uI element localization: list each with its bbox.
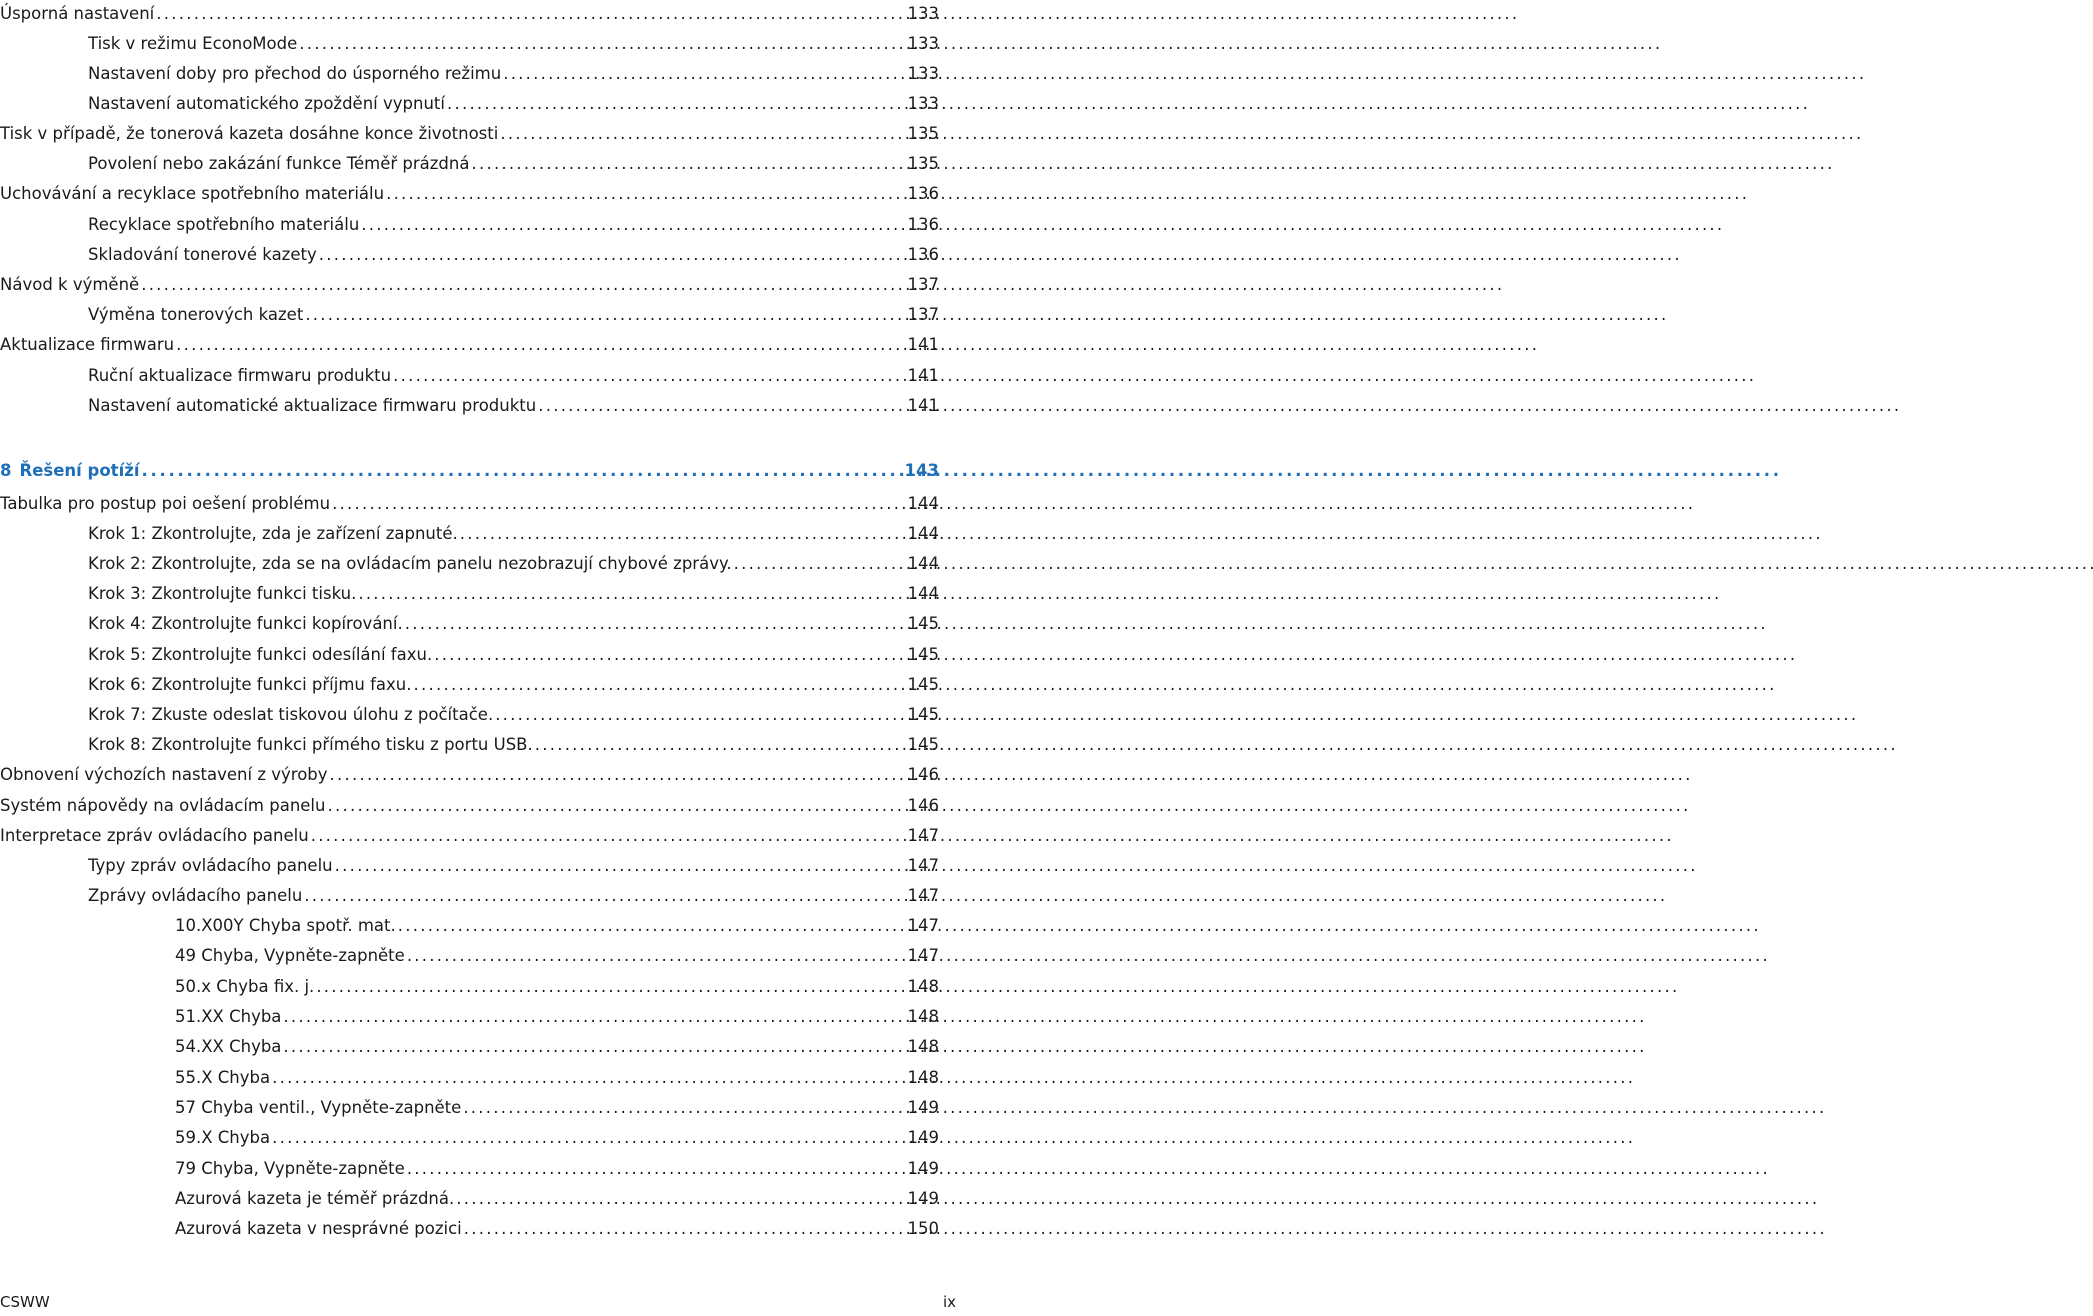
toc-entry[interactable] — [175, 914, 939, 938]
toc-entry-title: 49 Chyba, Vypněte-zapněte — [175, 946, 405, 965]
toc-page-number: 147 — [907, 946, 939, 965]
toc-entry[interactable] — [88, 243, 939, 267]
toc-page-number: 133 — [907, 4, 939, 23]
toc-dot-leader — [142, 459, 899, 483]
toc-chapter-entry[interactable] — [0, 459, 939, 483]
toc-page-number: 141 — [907, 366, 939, 385]
toc-dot-leader — [358, 582, 901, 606]
toc-page-number: 145 — [907, 645, 939, 664]
toc-entry-title: 55.X Chyba — [175, 1068, 271, 1087]
toc-entry-title: Krok 6: Zkontrolujte funkci příjmu faxu. — [88, 675, 412, 694]
toc-entry-title: Krok 5: Zkontrolujte funkci odesílání faxu. — [88, 645, 433, 664]
toc-dot-leader — [332, 492, 901, 516]
toc-dot-leader — [734, 552, 902, 576]
toc-entry-title: Aktualizace firmwaru — [0, 335, 175, 354]
toc-dot-leader — [434, 643, 901, 667]
toc-dot-leader — [316, 975, 901, 999]
toc-dot-leader — [319, 243, 902, 267]
toc-page-number: 149 — [907, 1098, 939, 1117]
toc-dot-leader — [141, 273, 901, 297]
toc-page-number: 137 — [907, 275, 939, 294]
toc-dot-leader — [327, 794, 901, 818]
toc-page-number: 146 — [907, 796, 939, 815]
toc-entry[interactable] — [0, 333, 939, 357]
toc-dot-leader — [330, 763, 902, 787]
toc-dot-leader — [386, 182, 901, 206]
toc-page-number: 136 — [907, 245, 939, 264]
toc-dot-leader — [464, 1217, 902, 1241]
toc-page-number: 147 — [907, 856, 939, 875]
toc-entry-title: Řešení potíží — [19, 461, 140, 480]
toc-entry-title: Krok 8: Zkontrolujte funkci přímého tisku z portu USB. — [88, 735, 533, 754]
toc-entry-title: Azurová kazeta v nesprávné pozici — [175, 1219, 462, 1238]
toc-entry-title: 50.x Chyba fix. j. — [175, 977, 315, 996]
toc-dot-leader — [283, 1035, 901, 1059]
toc-entry[interactable] — [88, 703, 939, 727]
toc-entry-title: 51.XX Chyba — [175, 1007, 282, 1026]
toc-entry[interactable] — [88, 884, 939, 908]
toc-dot-leader — [407, 1157, 902, 1181]
toc-entry-title: Tisk v případě, že tonerová kazeta dosáhne konce životnosti — [0, 124, 499, 143]
toc-page-number: 133 — [907, 34, 939, 53]
toc-dot-leader — [414, 673, 902, 697]
toc-entry-title: Krok 4: Zkontrolujte funkci kopírování. — [88, 614, 403, 633]
toc-entry[interactable] — [88, 612, 939, 636]
toc-entry-title: 59.X Chyba — [175, 1128, 271, 1147]
toc-dot-leader — [495, 703, 901, 727]
toc-entry-title: Nastavení doby pro přechod do úsporného režimu — [88, 64, 502, 83]
toc-page-number: 148 — [907, 1068, 939, 1087]
toc-page-number: 135 — [907, 124, 939, 143]
toc-entry[interactable] — [88, 32, 939, 56]
toc-entry-title: Azurová kazeta je téměř prázdná. — [175, 1189, 455, 1208]
toc-entry-title: Krok 1: Zkontrolujte, zda je zařízení zapnuté. — [88, 524, 458, 543]
toc-page-number: 145 — [907, 735, 939, 754]
toc-dot-leader — [176, 333, 901, 357]
toc-page-number: 144 — [907, 524, 939, 543]
toc-entry-title: Skladování tonerové kazety — [88, 245, 317, 264]
toc-entry[interactable] — [88, 394, 939, 418]
toc-entry[interactable] — [88, 92, 939, 116]
toc-entry[interactable] — [0, 492, 939, 516]
toc-entry[interactable] — [0, 794, 939, 818]
toc-dot-leader — [272, 1066, 901, 1090]
toc-dot-leader — [538, 394, 901, 418]
toc-entry[interactable] — [175, 1157, 939, 1181]
toc-chapter-number: 8 — [0, 461, 12, 480]
toc-dot-leader — [335, 854, 902, 878]
toc-dot-leader — [503, 62, 901, 86]
toc-entry-title: 57 Chyba ventil., Vypněte-zapněte — [175, 1098, 462, 1117]
toc-entry[interactable] — [0, 2, 939, 26]
toc-entry[interactable] — [175, 1217, 939, 1241]
toc-entry[interactable] — [175, 944, 939, 968]
toc-page-number: 133 — [907, 64, 939, 83]
toc-entry-title: Výměna tonerových kazet — [88, 305, 304, 324]
toc-entry[interactable] — [175, 1187, 939, 1211]
toc-dot-leader — [272, 1126, 901, 1150]
toc-dot-leader — [398, 914, 902, 938]
toc-page-number: 148 — [907, 977, 939, 996]
toc-dot-leader — [311, 824, 902, 848]
toc-entry-title: Uchovávání a recyklace spotřebního materiálu — [0, 184, 385, 203]
toc-entry-title: Obnovení výchozích nastavení z výroby — [0, 765, 328, 784]
toc-page-number: 147 — [907, 886, 939, 905]
toc-entry-title: Krok 3: Zkontrolujte funkci tisku. — [88, 584, 357, 603]
toc-entry-title: 54.XX Chyba — [175, 1037, 282, 1056]
toc-entry[interactable] — [0, 122, 939, 146]
toc-dot-leader — [500, 122, 901, 146]
toc-entry-title: Interpretace zpráv ovládacího panelu — [0, 826, 309, 845]
toc-entry[interactable] — [175, 1066, 939, 1090]
toc-entry[interactable] — [88, 364, 939, 388]
toc-entry-title: Ruční aktualizace firmwaru produktu — [88, 366, 392, 385]
toc-entry-title: Krok 2: Zkontrolujte, zda se na ovládacím panelu nezobrazují chybové zprávy. — [88, 554, 732, 573]
toc-dot-leader — [456, 1187, 901, 1211]
toc-entry[interactable] — [88, 673, 939, 697]
toc-page-number: 133 — [907, 94, 939, 113]
toc-entry-title: Nastavení automatického zpoždění vypnutí — [88, 94, 445, 113]
toc-entry-title: Recyklace spotřebního materiálu — [88, 215, 360, 234]
toc-page-number: 149 — [907, 1189, 939, 1208]
toc-entry[interactable] — [175, 1096, 939, 1120]
toc-entry[interactable] — [88, 552, 939, 576]
toc-page-number: 144 — [907, 554, 939, 573]
toc-dot-leader — [305, 303, 901, 327]
toc-page-number: 135 — [907, 154, 939, 173]
toc-page-number: 143 — [904, 461, 939, 480]
toc-dot-leader — [535, 733, 902, 757]
toc-entry-title: Návod k výměně — [0, 275, 140, 294]
toc-entry-title: Tabulka pro postup poi oešení problému — [0, 494, 331, 513]
toc-page-number: 148 — [907, 1037, 939, 1056]
toc-dot-leader — [463, 1096, 901, 1120]
toc-dot-leader — [283, 1005, 901, 1029]
toc-dot-leader — [460, 522, 902, 546]
toc-page-number: 145 — [907, 675, 939, 694]
footer-page-number: ix — [942, 1293, 956, 1311]
toc-dot-leader — [407, 944, 902, 968]
toc-dot-leader — [471, 152, 901, 176]
toc-entry-title: Nastavení automatické aktualizace firmwaru produktu — [88, 396, 537, 415]
toc-dot-leader — [405, 612, 902, 636]
toc-entry[interactable] — [175, 1005, 939, 1029]
toc-page-number: 148 — [907, 1007, 939, 1026]
toc-dot-leader — [447, 92, 902, 116]
toc-entry-title: Tisk v režimu EconoMode — [88, 34, 298, 53]
toc-entry-title: 10.X00Y Chyba spotř. mat. — [175, 916, 396, 935]
toc-entry[interactable] — [0, 182, 939, 206]
toc-entry-title: Typy zpráv ovládacího panelu — [88, 856, 333, 875]
toc-entry-title: Krok 7: Zkuste odeslat tiskovou úlohu z počítače. — [88, 705, 494, 724]
toc-page-number: 147 — [907, 826, 939, 845]
toc-entry[interactable] — [88, 854, 939, 878]
toc-entry[interactable] — [0, 824, 939, 848]
toc-entry[interactable] — [88, 62, 939, 86]
toc-entry[interactable] — [88, 643, 939, 667]
toc-page-number: 136 — [907, 215, 939, 234]
toc-entry[interactable] — [175, 1126, 939, 1150]
toc-dot-leader — [304, 884, 901, 908]
footer-document-code: CSWW — [0, 1293, 50, 1311]
toc-entry[interactable] — [88, 152, 939, 176]
toc-entry[interactable] — [0, 273, 939, 297]
toc-page-number: 145 — [907, 614, 939, 633]
toc-dot-leader — [393, 364, 901, 388]
toc-page-number: 145 — [907, 705, 939, 724]
toc-page-number: 147 — [907, 916, 939, 935]
toc-dot-leader — [361, 213, 901, 237]
toc-entry[interactable] — [175, 975, 939, 999]
toc-entry-title: 79 Chyba, Vypněte-zapněte — [175, 1159, 405, 1178]
toc-dot-leader — [299, 32, 901, 56]
toc-entry[interactable] — [88, 582, 939, 606]
toc-entry-title: Povolení nebo zakázání funkce Téměř prázdná — [88, 154, 470, 173]
toc-dot-leader — [156, 2, 901, 26]
toc-entry[interactable] — [88, 213, 939, 237]
toc-page-number: 141 — [907, 396, 939, 415]
toc-entry-title: Zprávy ovládacího panelu — [88, 886, 303, 905]
toc-entry[interactable] — [88, 522, 939, 546]
toc-page-number: 149 — [907, 1159, 939, 1178]
toc-page-number: 137 — [907, 305, 939, 324]
toc-page-number: 144 — [907, 494, 939, 513]
toc-page-number: 149 — [907, 1128, 939, 1147]
toc-entry-title: Systém nápovědy na ovládacím panelu — [0, 796, 326, 815]
toc-page-number: 136 — [907, 184, 939, 203]
toc-entry[interactable] — [0, 763, 939, 787]
toc-entry[interactable] — [88, 303, 939, 327]
toc-page-number: 150 — [907, 1219, 939, 1238]
toc-entry-title: Úsporná nastavení — [0, 4, 155, 23]
toc-page-number: 144 — [907, 584, 939, 603]
toc-page-number: 146 — [907, 765, 939, 784]
toc-entry[interactable] — [175, 1035, 939, 1059]
toc-page-number: 141 — [907, 335, 939, 354]
toc-entry[interactable] — [88, 733, 939, 757]
